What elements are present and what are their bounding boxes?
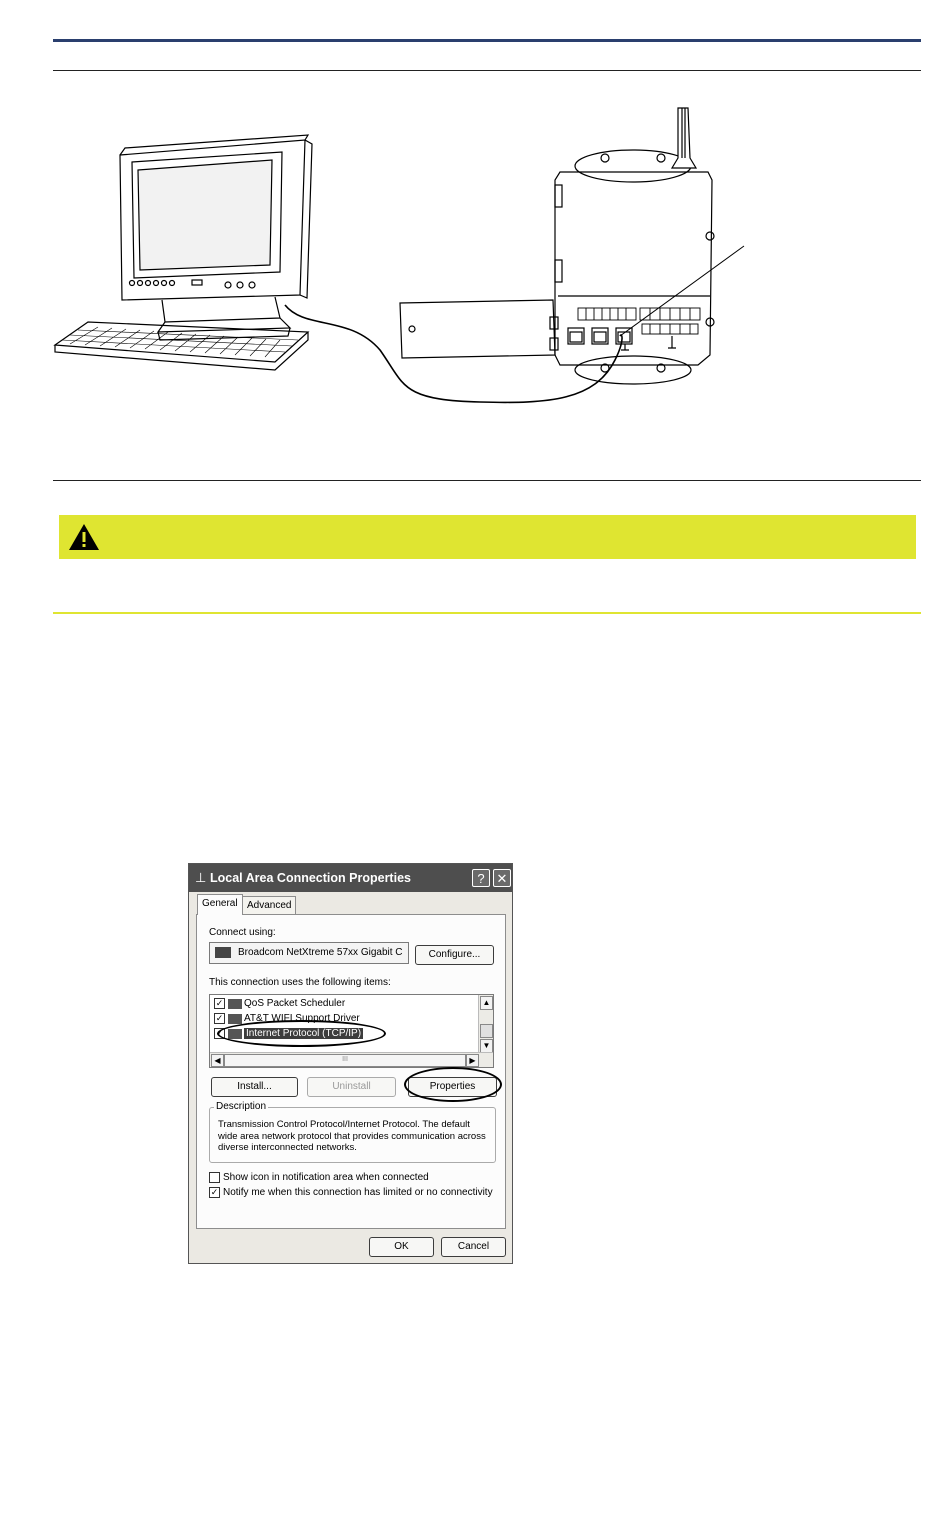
vertical-scrollbar[interactable] xyxy=(478,995,493,1053)
uninstall-button[interactable]: Uninstall xyxy=(307,1077,396,1097)
driver-icon xyxy=(228,1014,242,1024)
monitor-screen xyxy=(138,160,272,270)
monitor-stand xyxy=(162,297,280,322)
top-header-rule xyxy=(53,39,921,42)
list-item[interactable] xyxy=(214,997,474,1011)
antenna xyxy=(672,108,696,168)
ok-button[interactable]: OK xyxy=(369,1237,434,1257)
connect-using-label: Connect using: xyxy=(209,927,276,938)
warning-bar xyxy=(59,515,916,559)
close-button[interactable]: ✕ xyxy=(493,869,511,887)
network-adapter-icon xyxy=(215,947,231,958)
item-checkbox[interactable]: ✓ xyxy=(215,1028,224,1038)
list-item-label: AT&T WIFI Support Driver xyxy=(244,1013,360,1024)
scroll-down-icon[interactable]: ▼ xyxy=(480,1039,493,1053)
service-icon xyxy=(228,999,242,1009)
dialog-title: Local Area Connection Properties xyxy=(210,871,411,885)
network-connection-icon: ⊥ xyxy=(195,870,207,885)
list-item-label: QoS Packet Scheduler xyxy=(244,998,346,1009)
notify-option[interactable] xyxy=(209,1186,494,1200)
show-icon-option[interactable] xyxy=(209,1171,494,1185)
scroll-thumb[interactable]: III xyxy=(224,1054,466,1067)
keyboard-outline xyxy=(55,322,308,362)
device-cover xyxy=(400,300,555,358)
monitor-buttons xyxy=(130,280,256,288)
scroll-left-icon[interactable]: ◀ xyxy=(211,1054,224,1067)
warning-divider xyxy=(53,612,921,614)
section-divider xyxy=(53,70,921,71)
properties-button[interactable]: Properties xyxy=(408,1077,497,1097)
protocol-icon xyxy=(228,1029,242,1039)
list-item[interactable] xyxy=(214,1012,474,1026)
scroll-right-icon[interactable]: ▶ xyxy=(466,1054,479,1067)
lan-properties-dialog xyxy=(188,863,513,1264)
general-tab-panel xyxy=(196,914,506,1229)
help-button[interactable]: ? xyxy=(472,869,490,887)
show-icon-checkbox[interactable] xyxy=(209,1172,220,1183)
list-item-selected[interactable] xyxy=(214,1027,474,1041)
configure-button[interactable]: Configure... xyxy=(415,945,494,965)
scroll-up-icon[interactable]: ▲ xyxy=(480,996,493,1010)
callout-line xyxy=(620,246,744,336)
adapter-field xyxy=(209,942,409,964)
terminal-block xyxy=(578,308,700,334)
tab-advanced[interactable]: Advanced xyxy=(242,896,296,914)
horizontal-scrollbar[interactable] xyxy=(210,1052,493,1067)
device-housing xyxy=(555,172,712,365)
option-label: Notify me when this connection has limited or no connectivity xyxy=(223,1187,493,1198)
notify-checkbox[interactable]: ✓ xyxy=(210,1187,219,1197)
scroll-thumb[interactable] xyxy=(480,1024,493,1038)
install-button[interactable]: Install... xyxy=(211,1077,298,1097)
list-item-label: Internet Protocol (TCP/IP) xyxy=(246,1028,362,1039)
cancel-button[interactable]: Cancel xyxy=(441,1237,506,1257)
description-legend: Description xyxy=(216,1101,267,1112)
tab-general[interactable]: General xyxy=(197,894,243,915)
ethernet-cable xyxy=(285,305,622,402)
adapter-name: Broadcom NetXtreme 57xx Gigabit C xyxy=(238,947,403,958)
components-list[interactable] xyxy=(209,994,494,1068)
warning-triangle-icon xyxy=(67,522,101,552)
item-checkbox[interactable]: ✓ xyxy=(215,1013,224,1023)
section-divider xyxy=(53,480,921,481)
description-group xyxy=(209,1101,496,1163)
dialog-titlebar xyxy=(189,864,512,892)
items-label: This connection uses the following items: xyxy=(209,977,391,988)
option-label: Show icon in notification area when connected xyxy=(223,1172,429,1183)
description-text: Transmission Control Protocol/Internet Protocol. The default wide area network protocol that provides communication across diverse interconnected networks. xyxy=(218,1119,486,1153)
item-checkbox[interactable]: ✓ xyxy=(215,998,224,1008)
computer-to-device-illustration xyxy=(50,100,770,420)
